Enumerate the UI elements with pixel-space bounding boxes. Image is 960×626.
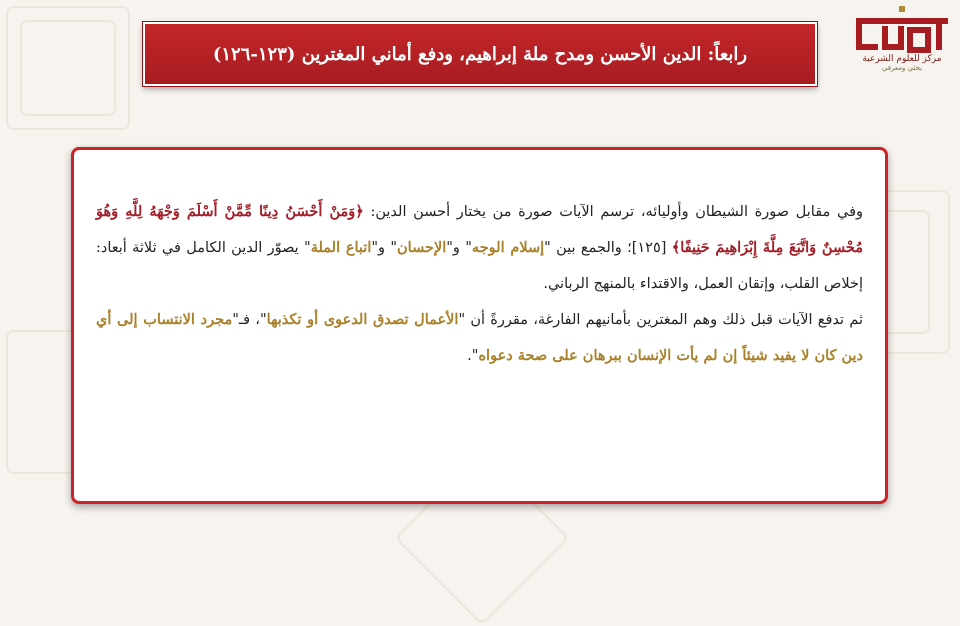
paragraph-2-outro: ". xyxy=(467,348,479,364)
paragraph-1-outro: " يصوّر الدين الكامل في ثلاثة أبعاد: إخلاص القلب، وإتقان العمل، والاقتداء بالمنهج الرباني. xyxy=(96,240,863,292)
paragraph-2-intro: ثم تدفع الآيات قبل ذلك وهم المغترين بأمانيهم الفارغة، مقررةً أن " xyxy=(458,312,863,328)
term-ihsan: الإحسان xyxy=(397,239,447,256)
paragraph-1-intro: وفي مقابل صورة الشيطان وأوليائه، ترسم الآيات صورة من يختار أحسن الدين: xyxy=(363,204,863,220)
background-ornament xyxy=(20,20,116,116)
paragraph-2 xyxy=(96,302,863,374)
quote-affiliation: مجرد الانتساب إلى أي دين كان لا يفيد شيئاً إن لم يأت الإنسان ببرهان على صحة دعواه xyxy=(96,311,863,364)
quran-verse: ﴿وَمَنْ أَحْسَنُ دِينًا مِّمَّنْ أَسْلَمَ وَجْهَهُ لِلَّهِ وَهُوَ مُحْسِنٌ وَاتَّبَعَ مِلَّةَ إِبْرَاهِيمَ حَنِيفًا﴾ xyxy=(96,203,864,256)
title-banner xyxy=(143,22,817,86)
brand-logo xyxy=(850,4,954,76)
verse-reference: [١٢٥]؛ والجمع بين " xyxy=(544,240,672,256)
separator: " و" xyxy=(371,240,397,256)
paragraph-1 xyxy=(96,194,863,302)
term-islam-alwajh: إسلام الوجه xyxy=(471,239,545,256)
logo-mark-icon xyxy=(852,4,952,54)
slide-title: رابعاً: الدين الأحسن ومدح ملة إبراهيم، ودفع أماني المغترين (١٢٣-١٢٦) xyxy=(212,43,748,65)
content-card xyxy=(71,147,888,504)
logo-tagline: بحثي ومعرفي xyxy=(881,64,923,72)
quote-deeds: الأعمال تصدق الدعوى أو تكذبها xyxy=(266,311,459,328)
logo-subtitle: مركز للعلوم الشرعية xyxy=(862,54,942,64)
separator: " و" xyxy=(446,240,472,256)
term-ittiba-almilla: اتباع الملة xyxy=(310,239,372,256)
separator: "، فـ" xyxy=(232,312,267,328)
